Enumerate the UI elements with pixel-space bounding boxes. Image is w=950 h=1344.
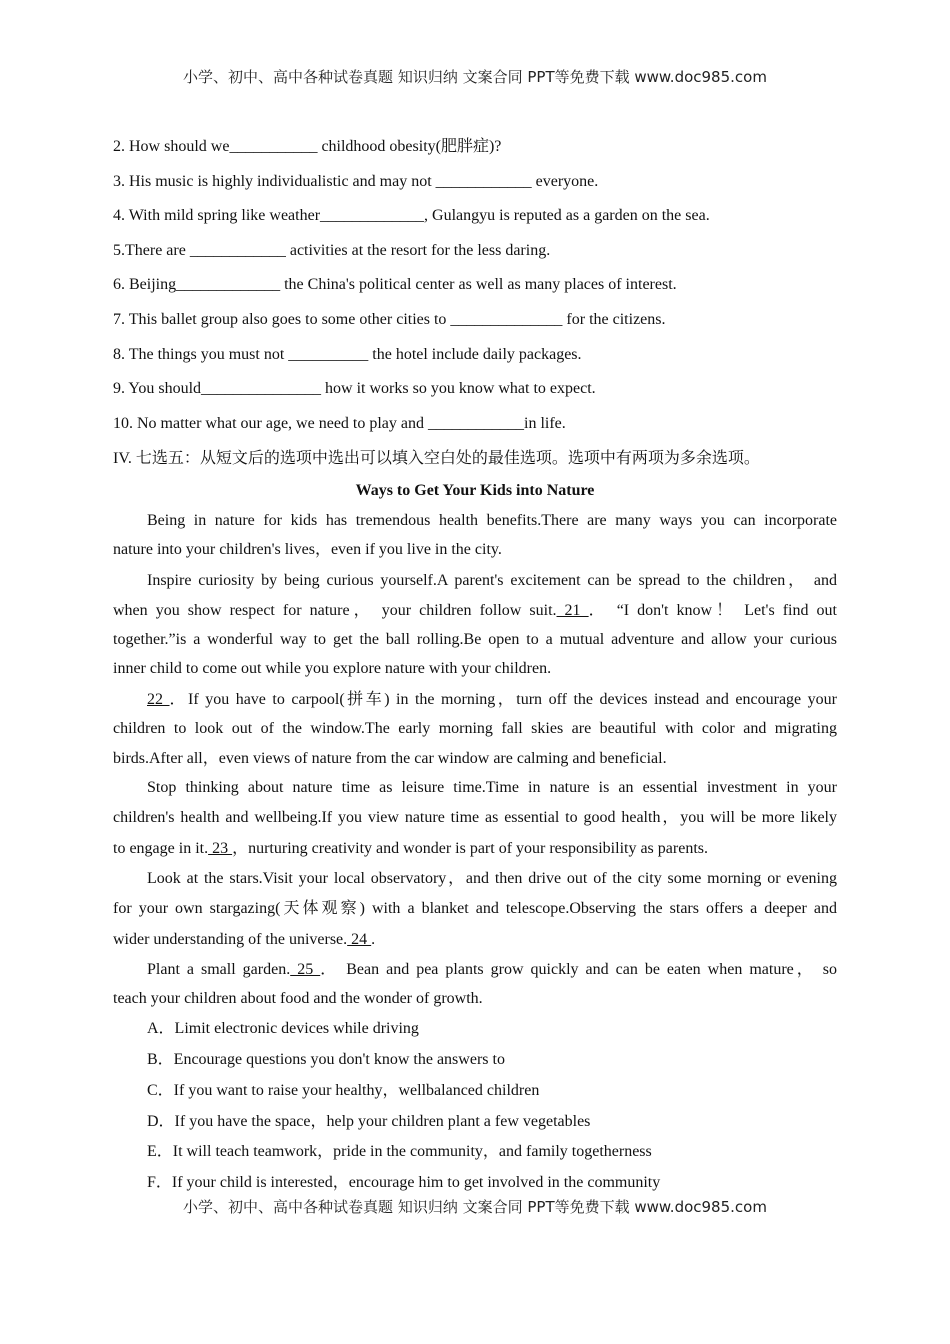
option-a: A．Limit electronic devices while driving [147,1020,419,1037]
text-segment: ，nurturing creativity and wonder is part of your responsibility as parents. [232,840,708,857]
text-segment: Plant a small garden. [147,961,291,978]
page-header: 小学、初中、高中各种试卷真题 知识归纳 文案合同 PPT等免费下载 www.doc985.com [183,68,767,86]
paragraph-2-line-3: together.”is a wonderful way to get the ball rolling.Be open to a mutual adventure and allow your curious [113,631,837,648]
paragraph-2-line-4: inner child to come out while you explore nature with your children. [113,660,552,677]
paragraph-5-line-1: Look at the stars.Visit your local observatory，and then drive out of the city some morning or evening [147,870,837,887]
question-3: 3. His music is highly individualistic and may not ____________ everyone. [113,173,599,190]
blank-22: 22 [147,691,170,708]
question-7: 7. This ballet group also goes to some other cities to ______________ for the citizens. [113,311,666,328]
paragraph-1-line-2: nature into your children's lives，even if you live in the city. [113,541,502,558]
blank-24: 24 [347,931,372,948]
paragraph-4-line-2: children's health and wellbeing.If you view nature time as essential to good health，you will be more likely [113,809,837,826]
text-segment: ． “I don't know！ Let's find out [588,602,837,619]
option-f: F．If your child is interested，encourage him to get involved in the community [147,1174,661,1191]
paragraph-3-line-1 [147,690,837,710]
text-segment: ． Bean and pea plants grow quickly and can be eaten when mature， so [320,961,838,978]
passage-title: Ways to Get Your Kids into Nature [355,482,595,499]
paragraph-6-line-2: teach your children about food and the wonder of growth. [113,990,483,1007]
page-footer: 小学、初中、高中各种试卷真题 知识归纳 文案合同 PPT等免费下载 www.doc985.com [183,1198,767,1216]
text-segment: . [371,931,376,948]
text-segment: to engage in it. [113,840,209,857]
paragraph-1-line-1: Being in nature for kids has tremendous health benefits.There are many ways you can incorporate [147,512,837,529]
blank-25: 25 [290,961,321,978]
question-6: 6. Beijing_____________ the China's political center as well as many places of interest. [113,276,677,293]
paragraph-4-line-1: Stop thinking about nature time as leisure time.Time in nature is an essential investment in your [147,779,837,796]
paragraph-3-line-3: birds.After all，even views of nature from the car window are calming and beneficial. [113,750,667,767]
paragraph-2-line-2 [113,601,837,621]
option-d: D．If you have the space，help your children plant a few vegetables [147,1113,591,1130]
blank-21: 21 [556,602,589,619]
option-e: E．It will teach teamwork，pride in the community，and family togetherness [147,1143,652,1160]
option-b: B．Encourage questions you don't know the answers to [147,1051,505,1068]
question-2: 2. How should we___________ childhood obesity(肥胖症)? [113,138,502,155]
text-segment: when you show respect for nature， your children follow suit. [113,602,557,619]
paragraph-4-line-3 [113,839,837,859]
text-segment: ．If you have to carpool(拼车) in the morning，turn off the devices instead and encourage your [169,691,837,708]
blank-23: 23 [208,840,233,857]
question-9: 9. You should_______________ how it works so you know what to expect. [113,380,596,397]
question-8: 8. The things you must not __________ the hotel include daily packages. [113,346,582,363]
paragraph-6-line-1 [147,960,837,980]
question-5: 5.There are ____________ activities at the resort for the less daring. [113,242,551,259]
option-c: C．If you want to raise your healthy，wellbalanced children [147,1082,540,1099]
paragraph-5-line-2: for your own stargazing(天体观察) with a blanket and telescope.Observing the stars offers a deeper and [113,900,837,917]
text-segment: wider understanding of the universe. [113,931,348,948]
paragraph-5-line-3 [113,930,837,950]
paragraph-2-line-1: Inspire curiosity by being curious yourself.A parent's excitement can be spread to the children， and [147,572,837,589]
paragraph-3-line-2: children to look out of the window.The early morning fall skies are beautiful with color and migrating [113,720,837,737]
section-heading: IV. 七选五：从短文后的选项中选出可以填入空白处的最佳选项。选项中有两项为多余选项。 [113,450,760,467]
question-4: 4. With mild spring like weather_____________, Gulangyu is reputed as a garden on the sea. [113,207,710,224]
question-10: 10. No matter what our age, we need to play and ____________in life. [113,415,566,432]
